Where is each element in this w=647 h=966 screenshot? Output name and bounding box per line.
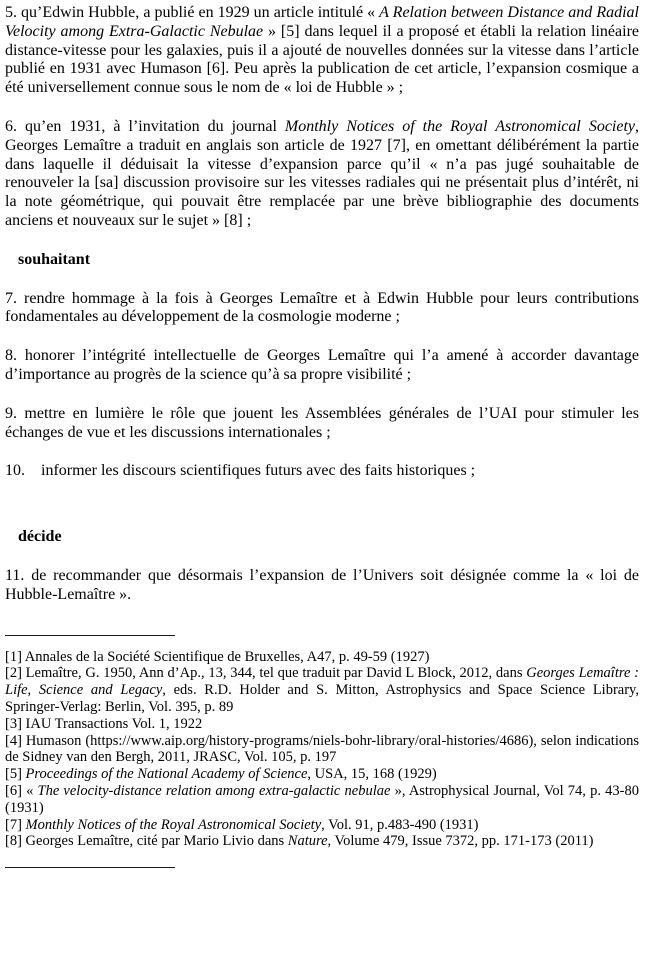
text-run: , Georges Lemaître a traduit en anglais son article de 1927 [7], en omettant délibérément la partie dans laquelle il déduisait la vitesse d’expansion parce qu’il « n’a pas jugé souhaitable de renouveler la [sa] discussion provisoire sur les vitesses radiales qui ne présentait plus d’intérêt, ni la note géométrique, qui pouvait être remplacée par une brève bibliographie des documents anciens et nouveaux sur le sujet » [8] ; [5, 117, 640, 229]
bold-text-run: décide [18, 528, 62, 546]
text-run: 9. mettre en lumière le rôle que jouent les Assemblées générales de l’UAI pour stimuler les échanges de vue et les discussions internationales ; [5, 404, 639, 441]
text-run: , Vol. 91, p.483-490 (1931) [321, 816, 479, 833]
text-run: 11. de recommander que désormais l’expansion de l’Univers soit désignée comme la « loi de Hubble-Lemaître ». [5, 566, 639, 603]
text-run: [4] Humason (https://www.aip.org/history-programs/niels-bohr-library/oral-histories/4686), selon indications de Sidney van den Bergh, 2011, JRASC, Vol. 105, p. 197 [5, 732, 639, 766]
footnote-separator-bottom [5, 867, 175, 868]
italic-text-run: A Relation between Distance and Radial Velocity among Extra-Galactic Nebulae [5, 4, 639, 40]
text-run: 8. honorer l’intégrité intellectuelle de Georges Lemaître qui l’a amené à accorder davantage d’importance au progrès de la science qu’à sa propre visibilité ; [5, 347, 639, 383]
italic-text-run: Georges Lemaître : Life, Science and Legacy [5, 665, 639, 699]
heading-decide [18, 528, 639, 547]
footnote-7 [5, 817, 639, 834]
text-run: [6] « [5, 782, 38, 799]
text-run: , USA, 15, 168 (1929) [307, 766, 437, 783]
footnote-separator [5, 635, 175, 636]
text-run: [2] Lemaître, G. 1950, Ann d’Ap., 13, 344, tel que traduit par David L Block, 2012, dans [5, 665, 527, 682]
clause-8 [5, 347, 639, 385]
clause-9 [5, 405, 639, 443]
text-run: [1] Annales de la Société Scientifique de Bruxelles, A47, p. 49-59 (1927) [5, 648, 430, 665]
footnote-6 [5, 783, 639, 817]
text-run: 10. informer les discours scientifiques futurs avec des faits historiques ; [5, 462, 476, 480]
footnote-2 [5, 665, 639, 715]
text-run: 6. qu’en 1931, à l’invitation du journal [5, 117, 285, 135]
footnote-4 [5, 733, 639, 767]
footnotes-section [5, 649, 639, 851]
resolution-body [5, 4, 639, 605]
text-run: [5] [5, 766, 26, 783]
italic-text-run: Nature [287, 833, 328, 850]
clause-7 [5, 290, 639, 328]
italic-text-run: Monthly Notices of the Royal Astronomical Society [284, 117, 636, 135]
clause-6 [5, 118, 639, 231]
footnote-3 [5, 716, 639, 733]
bold-text-run: souhaitant [18, 250, 91, 268]
text-run: , Volume 479, Issue 7372, pp. 171-173 (2011) [327, 833, 594, 850]
text-run: [8] Georges Lemaître, cité par Mario Livio dans [5, 833, 288, 850]
text-run: », Astrophysical Journal, Vol 74, p. 43-80 (1931) [5, 782, 639, 816]
footnote-8 [5, 833, 639, 850]
clause-10 [5, 462, 639, 481]
clause-11 [5, 567, 639, 605]
italic-text-run: The velocity-distance relation among extra-galactic nebulae [37, 782, 391, 799]
italic-text-run: Proceedings of the National Academy of Science [25, 766, 308, 783]
text-run: 7. rendre hommage à la fois à Georges Lemaître et à Edwin Hubble pour leurs contributions fondamentales au développement de la cosmologie moderne ; [5, 289, 639, 326]
text-run: [7] [5, 816, 26, 833]
italic-text-run: Monthly Notices of the Royal Astronomical Society [25, 816, 322, 833]
footnote-1 [5, 649, 639, 666]
text-run: [3] IAU Transactions Vol. 1, 1922 [5, 715, 203, 732]
footnote-5 [5, 766, 639, 783]
clause-5 [5, 4, 639, 98]
text-run: , eds. R.D. Holder and S. Mitton, Astrophysics and Space Science Library, Springer-Verlag: Berlin, Vol. 395, p. 89 [5, 682, 639, 715]
text-run: » [5] dans lequel il a proposé et établi la relation linéaire distance-vitesse pour les galaxies, puis il a ajouté de nouvelles données sur la vitesse dans l’article publié en 1931 avec Humason [6]. Peu après la publication de cet article, l’expansion cosmique a été universellement connue sous le nom de « loi de Hubble » ; [5, 22, 640, 97]
heading-souhaitant [18, 251, 639, 270]
text-run: 5. qu’Edwin Hubble, a publié en 1929 un article intitulé « [5, 4, 380, 21]
